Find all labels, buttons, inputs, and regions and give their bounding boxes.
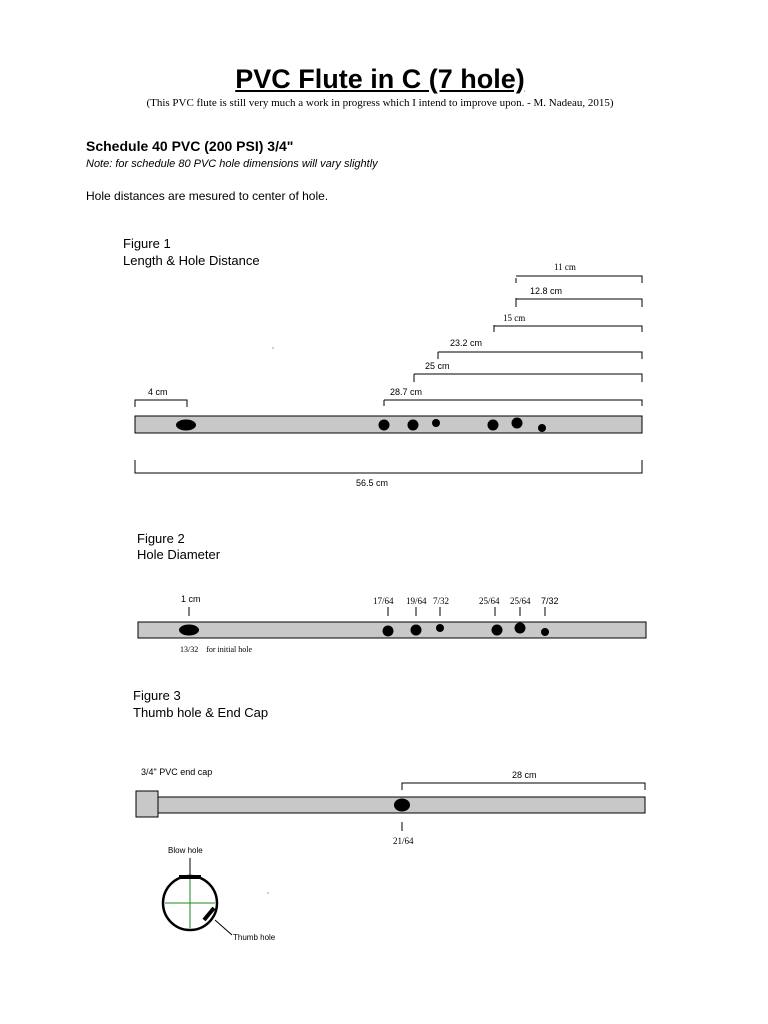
schedule-heading: Schedule 40 PVC (200 PSI) 3/4" [86,138,294,154]
schedule-note: Note: for schedule 80 PVC hole dimensions will vary slightly [86,158,378,170]
diam-label-4: 25/64 [479,596,500,606]
bracket-28cm [402,783,645,790]
dist-label-11cm: 11 cm [554,262,576,272]
figure1-caption: Length & Hole Distance [123,253,260,268]
figure1-title: Figure 1 [123,236,171,251]
thumb-hole-leader [215,920,232,935]
figure3-title: Figure 3 [133,688,181,703]
diam-label-blow: 1 cm [181,594,201,604]
dist-label-25cm: 25 cm [425,361,450,371]
thumb-hole [394,799,410,812]
diam-label-2: 19/64 [406,596,427,606]
hole-distance-note: Hole distances are mesured to center of hole. [86,189,329,203]
dist-label-23-2cm: 23.2 cm [450,338,483,348]
figure2-title: Figure 2 [137,531,185,546]
thumb-hole-label: Thumb hole [233,933,276,942]
dist-label-28-7cm: 28.7 cm [390,387,423,397]
total-length-label: 56.5 cm [356,478,389,488]
blow-hole-label: Blow hole [168,846,203,855]
page-title: PVC Flute in C (7 hole) [235,64,525,94]
end-cap-label: 3/4" PVC end cap [141,767,213,777]
diam-label-5: 25/64 [510,596,531,606]
dist-label-15cm: 15 cm [503,313,526,323]
diam-label-1: 17/64 [373,596,394,606]
dist-label-12-8cm: 12.8 cm [530,286,563,296]
initial-hole-note: 13/32 for initial hole [180,645,252,654]
dist-label-4cm: 4 cm [148,387,168,397]
stray-dot-2 [267,892,268,893]
diam-label-6: 7/32 [541,596,559,606]
diam-label-3: 7/32 [433,596,450,606]
figure2-caption: Hole Diameter [137,547,221,562]
end-cap [136,791,158,817]
figure3-caption: Thumb hole & End Cap [133,705,269,720]
thumb-hole-diameter-label: 21/64 [393,836,414,846]
page-subtitle: (This PVC flute is still very much a work in progress which I intend to improve upon. - M. Nadeau, 2015) [146,97,614,109]
thumb-hole-distance-label: 28 cm [512,770,537,780]
